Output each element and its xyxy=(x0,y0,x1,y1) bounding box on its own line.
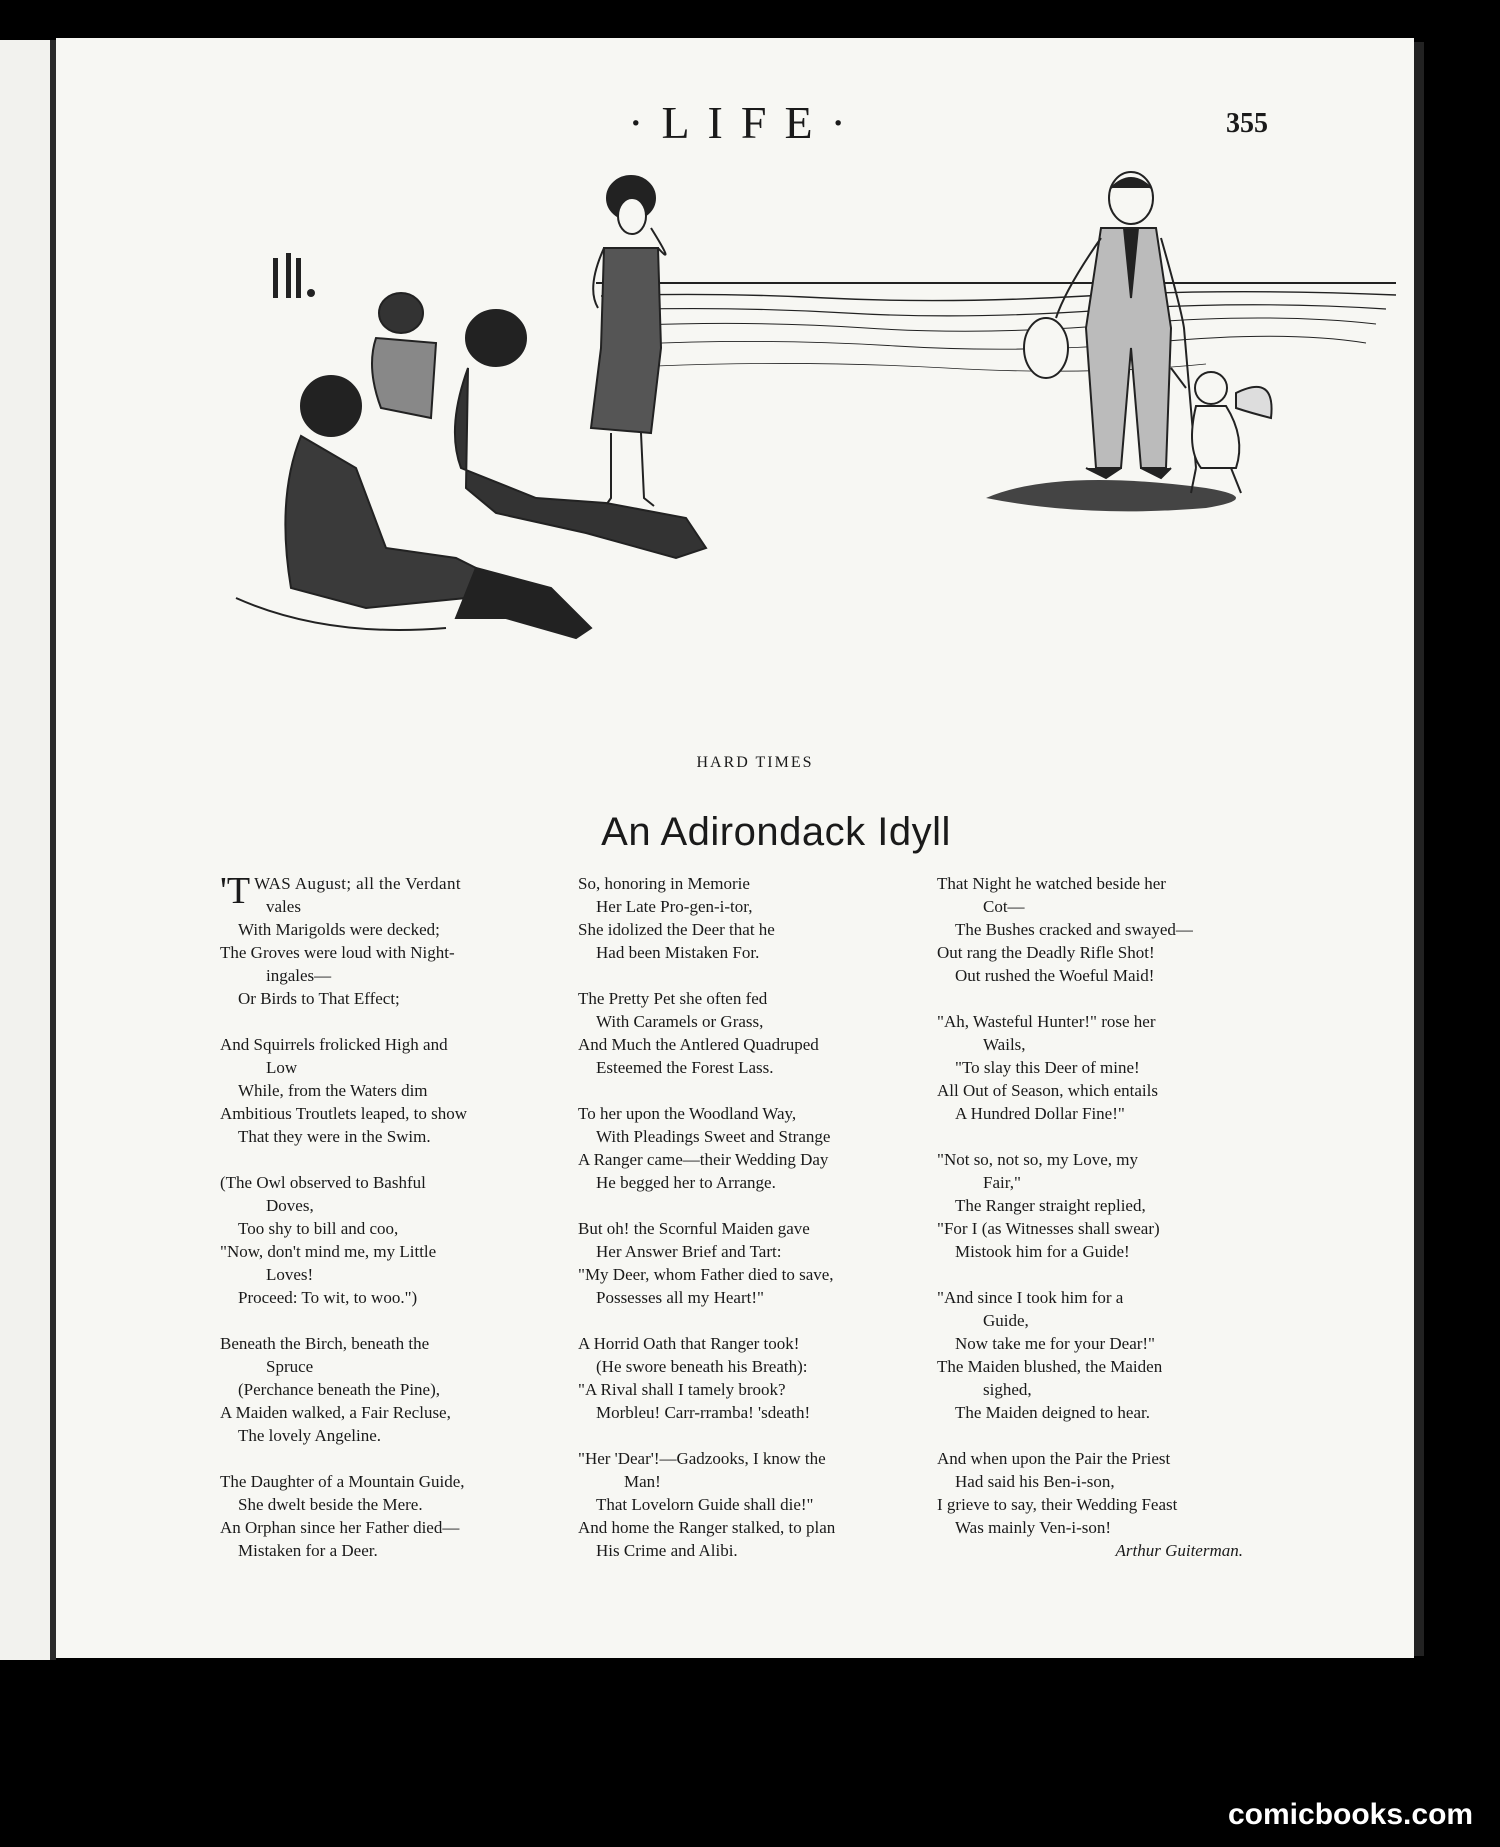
stanza: "Her 'Dear'!—Gadzooks, I know the Man! That Lovelorn Guide shall die!" And home the Ranger stalked, to plan His Crime and Alibi. xyxy=(578,1449,836,1560)
stanza: A Horrid Oath that Ranger took! (He swore beneath his Breath): "A Rival shall I tamely brook? Morbleu! Carr-rramba! 'sdeath! xyxy=(578,1334,811,1422)
poem-title: An Adirondack Idyll xyxy=(601,810,951,854)
cupid-figure xyxy=(1171,368,1272,493)
stanza: And Squirrels frolicked High and Low While, from the Waters dim Ambitious Troutlets leaped, to show That they were in the Swim. xyxy=(220,1035,467,1146)
poem-column-1 xyxy=(220,872,550,1585)
stanza: To her upon the Woodland Way, With Pleadings Sweet and Strange A Ranger came—their Wedding Day He begged her to Arrange. xyxy=(578,1104,831,1192)
stanza: But oh! the Scornful Maiden gave Her Answer Brief and Tart: "My Deer, whom Father died to save, Possesses all my Heart!" xyxy=(578,1219,834,1307)
stanza: "Ah, Wasteful Hunter!" rose her Wails, "To slay this Deer of mine! All Out of Season, which entails A Hundred Dollar Fine!" xyxy=(937,1012,1158,1123)
poem-column-2 xyxy=(578,872,908,1585)
standing-woman-figure xyxy=(591,176,666,508)
stanza: (The Owl observed to Bashful Doves, Too shy to bill and coo, "Now, don't mind me, my Little Loves! Proceed: To wit, to woo.") xyxy=(220,1173,437,1307)
page-number: 355 xyxy=(1226,108,1268,139)
masthead: ·LIFE· xyxy=(628,97,864,148)
beach-cartoon-illustration xyxy=(206,168,1414,748)
stanza: That Night he watched beside her Cot— The Bushes cracked and swayed— Out rang the Deadly Rifle Shot! Out rushed the Woeful Maid! xyxy=(937,874,1193,985)
poem-column-3 xyxy=(937,872,1267,1562)
illustration-caption: HARD TIMES xyxy=(696,754,814,771)
stanza: And when upon the Pair the Priest Had said his Ben-i-son, I grieve to say, their Wedding Feast Was mainly Ven-i-son! xyxy=(937,1449,1178,1537)
stanza: "Not so, not so, my Love, my Fair," The Ranger straight replied, "For I (as Witnesses shall swear) Mistook him for a Guide! xyxy=(937,1150,1160,1261)
magazine-page xyxy=(56,38,1414,1658)
stanza: "And since I took him for a Guide, Now take me for your Dear!" The Maiden blushed, the Maiden sighed, The Maiden deigned to hear. xyxy=(937,1288,1163,1422)
stanza: So, honoring in Memorie Her Late Pro-gen-i-tor, She idolized the Deer that he Had been Mistaken For. xyxy=(578,874,775,962)
stanza: Beneath the Birch, beneath the Spruce (Perchance beneath the Pine), A Maiden walked, a Fair Recluse, The lovely Angeline. xyxy=(220,1334,451,1445)
page-edge-shadow xyxy=(1414,42,1424,1656)
stanza: The Daughter of a Mountain Guide, She dwelt beside the Mere. An Orphan since her Father died— Mistaken for a Deer. xyxy=(220,1472,465,1560)
stanza: The Pretty Pet she often fed With Caramels or Grass, And Much the Antlered Quadruped Esteemed the Forest Lass. xyxy=(578,989,819,1077)
drop-cap: 'T xyxy=(220,870,251,912)
stanza: 'TWAS August; all the Verdant vales With Marigolds were decked; The Groves were loud with Night- ingales— Or Birds to That Effect; xyxy=(220,870,461,1008)
author-signature: Arthur Guiterman. xyxy=(1115,1541,1243,1560)
left-page-margin xyxy=(0,40,56,1660)
watermark: comicbooks.com xyxy=(1228,1798,1474,1831)
